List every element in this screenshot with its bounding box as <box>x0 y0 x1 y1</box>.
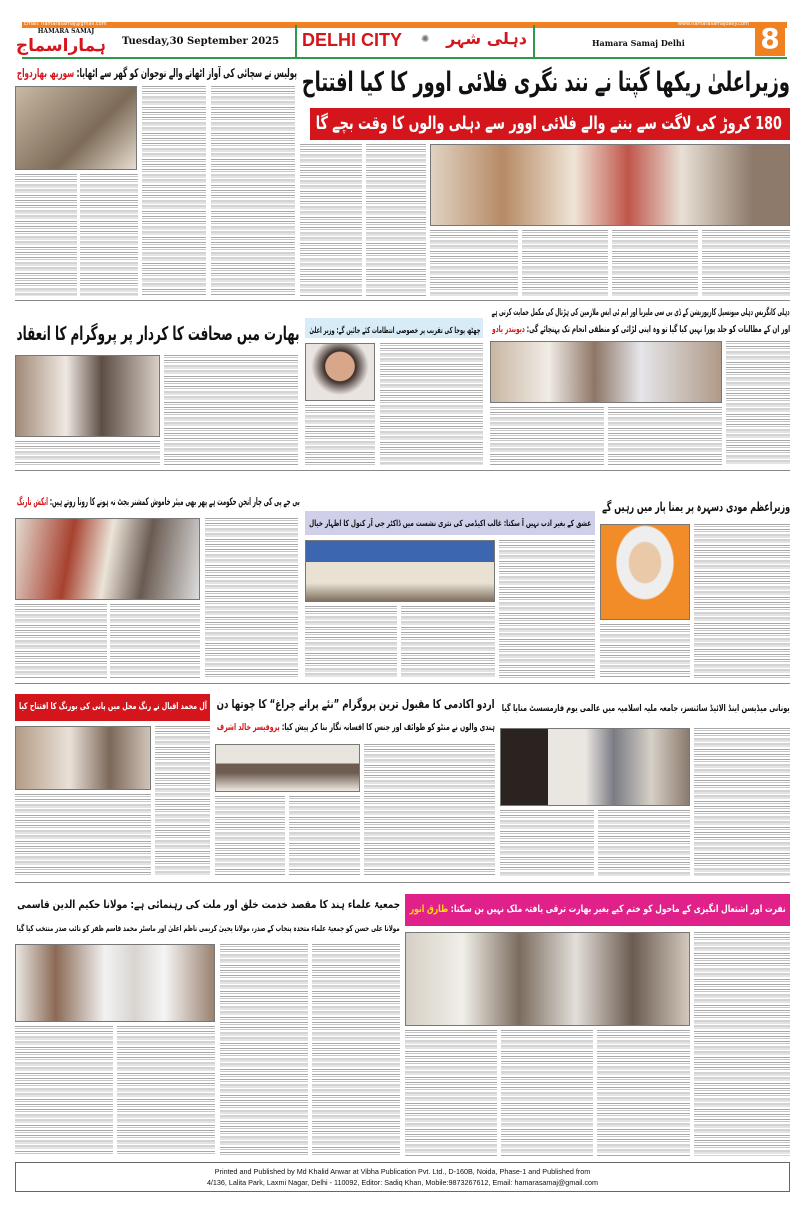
article-body <box>702 230 790 296</box>
headline-text: بی جے پی کی چار انجن حکومت ہے پھر بھی میئر خاموش کمشنر بجٹ نہ ہونے کا رونا روتے ہیں: <box>50 496 300 508</box>
page-number: 8 <box>755 22 785 56</box>
article-body <box>164 355 298 465</box>
divider <box>15 683 790 684</box>
article-body <box>215 796 285 876</box>
imprint-line-1: Printed and Published by Md Khalid Anwar at Vibha Publication Pvt. Ltd., D-160B, Noida, Phase-1 and Published from <box>214 1167 591 1176</box>
headline-line <box>492 322 790 338</box>
jamiat-headline-1-text: جمعیۃ علماء ہند کا مقصد خدمت خلق اور ملت کی رہنمائی ہے: مولانا حکیم الدین قاسمی <box>16 898 400 911</box>
article-body <box>500 810 594 876</box>
journalism-photo <box>15 355 160 437</box>
article-body <box>501 1030 593 1156</box>
congress-headline-1 <box>490 305 790 321</box>
headline-name: طارق انور <box>410 904 449 915</box>
article-body <box>694 932 790 1156</box>
divider <box>15 882 790 883</box>
emblem-icon: ✺ <box>421 34 430 45</box>
headline-text: اور ان کے مطالبات کو جلد پورا نہیں کیا گیا تو وہ اپنی لڑائی کو منطقی انجام تک پہنچائے گی: <box>526 324 790 335</box>
main-headline <box>300 64 790 102</box>
article-body <box>490 407 604 465</box>
headline-name: دیویندر یادو <box>492 324 525 335</box>
header-email: Email: hamarasamaj@gmail.com <box>24 21 107 27</box>
article-body <box>15 441 160 465</box>
article-body <box>205 518 298 678</box>
unani-photo <box>500 728 690 806</box>
headline-name: انکش نارنگ <box>17 496 49 508</box>
boring-headline: آل محمد اقبال نے رنگ محل میں پانی کی بورنگ کا افتتاح کیا <box>19 702 207 712</box>
headline-name: پروفیسر خالد اشرف <box>216 722 280 733</box>
article-body <box>305 606 397 678</box>
section-title <box>295 25 535 58</box>
jamiat-photo <box>15 944 215 1022</box>
main-headline-text: وزیراعلیٰ ریکھا گپتا نے نند نگری فلائی اوور کا کیا افتتاح <box>301 67 790 98</box>
article-body <box>600 624 690 678</box>
article-body <box>694 728 790 876</box>
article-body <box>220 944 308 1156</box>
congress-headline-1-text: دہلی کانگریس دہلی میونسپل کارپوریشن کے ڈی بی سی ملیریا اور ایم ٹی ایس ملازمین کی ہڑتال کی مکمل حمایت کرتی ہے <box>491 307 790 318</box>
logo <box>15 28 106 57</box>
article-body <box>366 144 426 296</box>
imprint-footer <box>15 1162 790 1192</box>
article-body <box>110 604 200 678</box>
edition-name: Hamara Samaj Delhi <box>592 38 685 48</box>
article-body <box>430 230 518 296</box>
article-body <box>15 794 151 876</box>
bjp-protest-photo <box>15 518 200 600</box>
tariq-headline-box <box>405 894 790 926</box>
headline-name: سوربھ بھاردواج <box>17 66 75 80</box>
logo-urdu: ہماراسماج <box>15 36 106 56</box>
tariq-photo <box>405 932 690 1026</box>
unani-headline <box>500 698 790 720</box>
article-body <box>608 407 722 465</box>
article-body <box>522 230 608 296</box>
modi-headline-text: وزیراعظم مودی دسہرہ پر یمنا پار میں رہیں گے <box>601 499 790 514</box>
article-body <box>380 343 483 465</box>
article-body <box>312 944 400 1156</box>
modi-photo <box>600 524 690 620</box>
divider <box>15 300 790 301</box>
main-story-photo <box>430 144 790 226</box>
ghalib-photo <box>305 540 495 602</box>
headline-line <box>17 492 300 512</box>
journalism-headline-text: بھارت میں صحافت کا کردار پر پروگرام کا انعقاد <box>16 323 300 345</box>
urdu-academy-headline-2 <box>215 717 495 739</box>
article-body <box>726 341 790 465</box>
article-body <box>598 810 690 876</box>
tariq-headline <box>410 894 786 926</box>
article-body <box>364 744 495 876</box>
congress-photo <box>490 341 722 403</box>
main-banner <box>310 108 790 140</box>
article-body <box>612 230 698 296</box>
article-body <box>155 726 210 876</box>
imprint-line-2: 4/136, Lalita Park, Laxmi Nagar, Delhi - 110092, Editor: Sadiq Khan, Mobile:9873267612, Email: hamarasamaj@gmail.com <box>206 1178 599 1187</box>
chhath-headline: چھٹھ پوجا کی تقریب پر خصوصی انتظامات کئے جائیں گے: وزیر اعلیٰ <box>309 326 480 336</box>
section-english: DELHI CITY <box>302 30 403 50</box>
article-body <box>300 144 362 296</box>
article-body <box>694 524 790 678</box>
urdu-academy-headline-1-text: اردو اکادمی کا مقبول ترین پروگرام ”نئے پرانے چراغ“ کا چوتھا دن <box>217 697 495 711</box>
headline-text: پولیس نے سچائی کی آواز اٹھانے والے نوجوان کو گھر سے اٹھایا: <box>76 66 297 80</box>
unani-headline-text: یونانی میڈیسن اینڈ الائیڈ سائنسز، جامعہ ملیہ اسلامیہ میں عالمی یوم فارمسسٹ منایا گیا <box>501 704 790 714</box>
header-website[interactable]: www.hamarasamajdaily.com <box>677 21 749 27</box>
article-body <box>305 405 375 465</box>
divider <box>15 470 790 471</box>
section-urdu: دہلی شہر <box>446 29 527 48</box>
bjp-headline <box>15 492 300 512</box>
article-body <box>15 1026 113 1156</box>
article-body <box>117 1026 215 1156</box>
article-body <box>597 1030 690 1156</box>
modi-headline <box>600 494 790 520</box>
headline-line <box>217 717 495 739</box>
logo-english: HAMARA SAMAJ <box>37 28 95 35</box>
headline-text: نفرت اور اشتعال انگیزی کے ماحول کو ختم کیے بغیر بھارت ترقی یافتہ ملک نہیں بن سکتا: <box>451 904 786 915</box>
issue-date: Tuesday,30 September 2025 <box>122 36 280 47</box>
article-body <box>401 606 495 678</box>
article-body <box>15 174 77 296</box>
article-body <box>405 1030 497 1156</box>
article-body <box>15 604 107 678</box>
article-body <box>499 540 595 678</box>
jamiat-headline-2-text: مولانا علی حسن کو جمعیۃ علماء متحدہ پنجاب کے صدر، مولانا یحییٰ کریمی ناظم اعلیٰ اور ماسٹر محمد قاسم ظفر کو نائب صدر منتخب کیا گیا <box>17 923 400 933</box>
article-body <box>80 174 138 296</box>
urdu-academy-photo <box>215 744 360 792</box>
ghalib-headline: عشق کے بغیر ادب نہیں آ سکتا: غالب اکیڈمی کی نثری نشست میں ڈاکٹر جی آر کنول کا اظہار خیال <box>309 519 591 529</box>
headline-text: ہندی والوں نے منٹو کو طوائف اور جنس کا افسانہ نگار بنا کر پیش کیا: <box>281 722 495 733</box>
article-body <box>289 796 360 876</box>
main-banner-text: 180 کروڑ کی لاگت سے بننے والے فلائی اوور سے دہلی والوں کا وقت بچے گا <box>315 113 782 134</box>
chhath-photo <box>305 343 375 401</box>
congress-headline-2 <box>490 322 790 338</box>
